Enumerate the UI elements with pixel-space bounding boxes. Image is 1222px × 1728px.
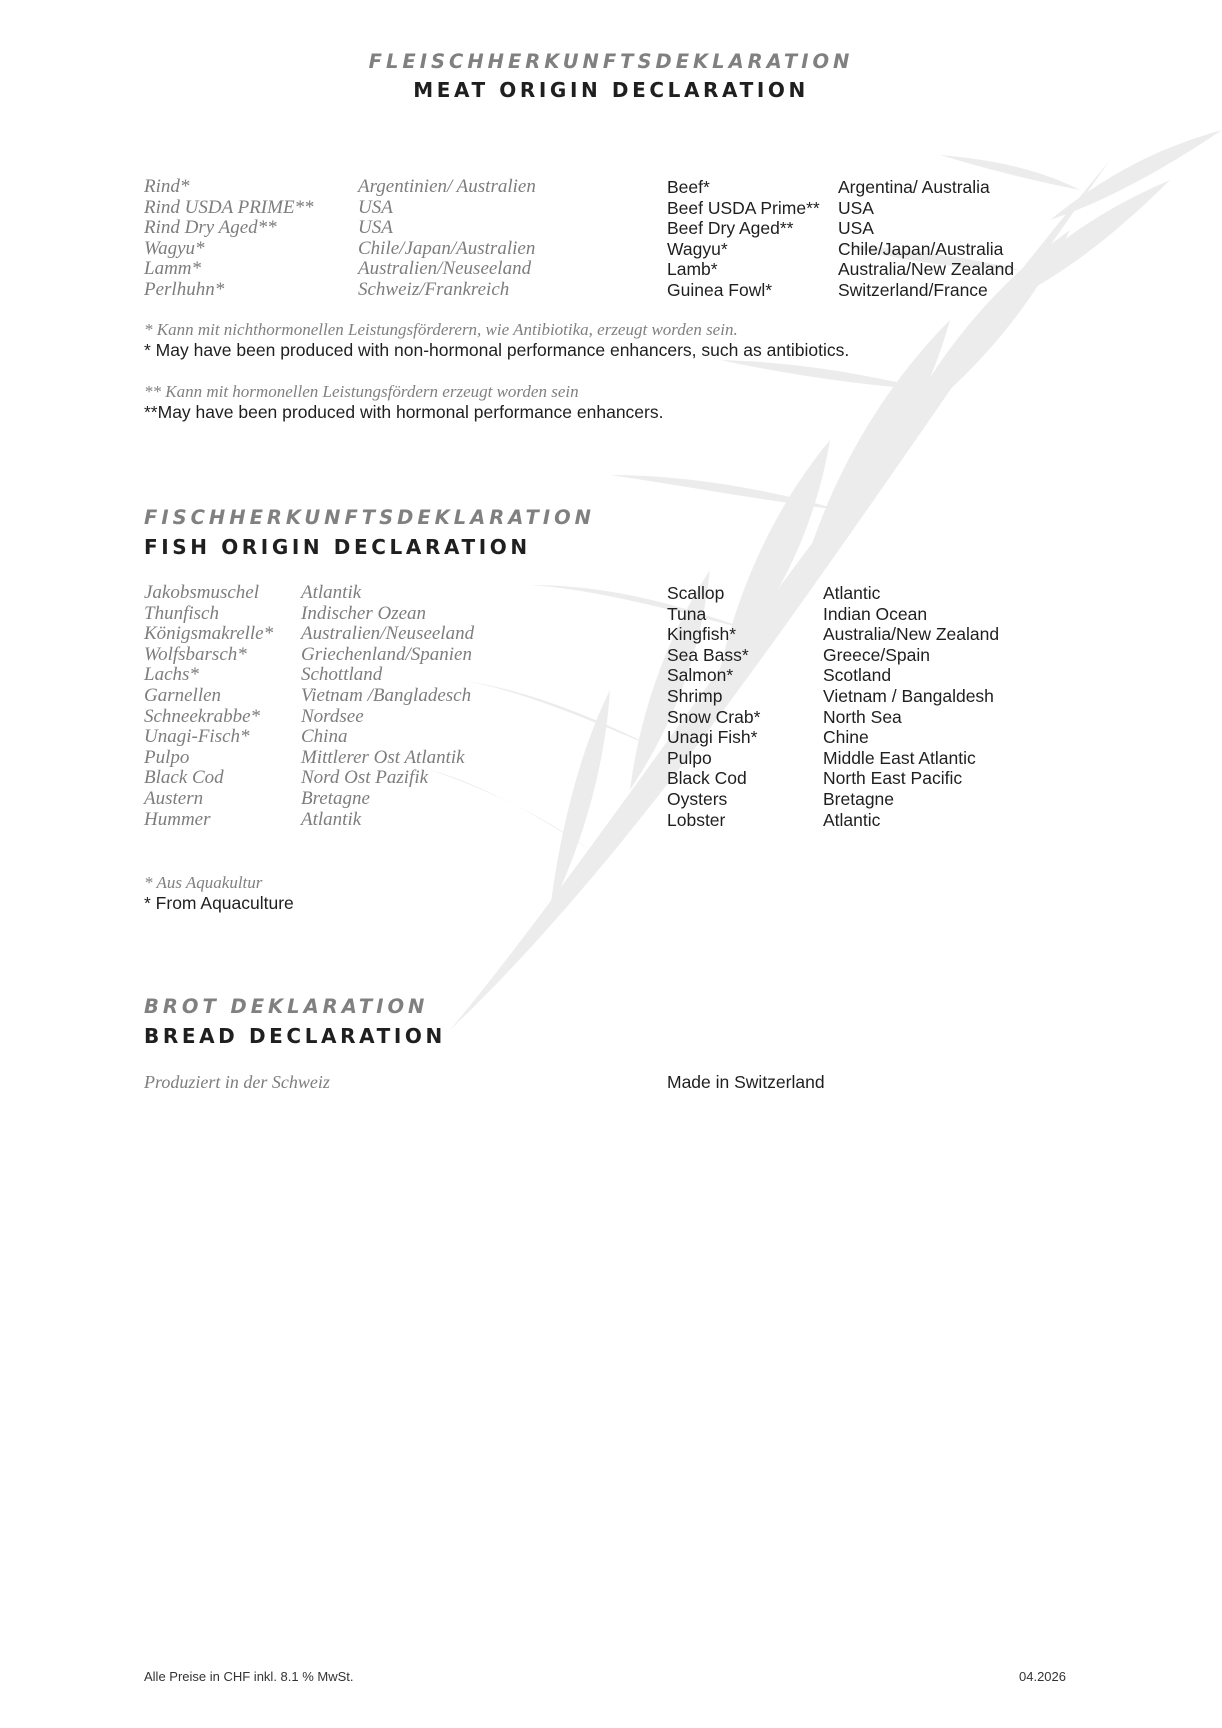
- fish-item-en: Pulpo: [667, 747, 712, 768]
- fish-origin-en: Indian Ocean: [823, 603, 928, 624]
- fish-item-en: Sea Bass*: [667, 644, 749, 665]
- fish-item-de: Austern: [144, 788, 204, 809]
- meat-item-de: Wagyu*: [144, 237, 205, 259]
- fish-item-de: Schneekrabbe*: [144, 705, 261, 727]
- bread-text-en: Made in Switzerland: [667, 1072, 825, 1092]
- meat-item-en: Beef USDA Prime**: [667, 197, 820, 218]
- meat-item-en: Wagyu*: [667, 238, 728, 259]
- fish-origin-de: Griechenland/Spanien: [301, 643, 472, 665]
- fish-item-en: Scallop: [667, 583, 725, 603]
- meat-heading-de: FLEISCHHERKUNFTSDEKLARATION: [368, 50, 854, 73]
- fish-item-de: Black Cod: [144, 767, 224, 789]
- meat-note1-en: * May have been produced with non-hormonal performance enhancers, such as antibiotics.: [144, 340, 850, 360]
- fish-origin-de: China: [301, 726, 348, 748]
- meat-heading-en: MEAT ORIGIN DECLARATION: [413, 78, 809, 102]
- meat-item-de: Rind USDA PRIME**: [144, 196, 314, 218]
- fish-item-de: Garnellen: [144, 685, 222, 706]
- fish-item-en: Snow Crab*: [667, 706, 761, 727]
- meat-note1-de: * Kann mit nichthormonellen Leistungsförderern, wie Antibiotika, erzeugt worden sein.: [144, 320, 738, 339]
- fish-item-en: Lobster: [667, 809, 726, 830]
- fish-origin-en: North East Pacific: [823, 768, 963, 789]
- meat-origin-en: USA: [838, 218, 874, 239]
- fish-origin-de: Schottland: [301, 664, 383, 686]
- fish-item-de: Königsmakrelle*: [144, 623, 274, 645]
- meat-origin-de: Australien/Neuseeland: [358, 258, 532, 280]
- fish-item-en: Oysters: [667, 789, 728, 809]
- meat-origin-de: USA: [358, 217, 393, 239]
- fish-origin-en: Middle East Atlantic: [823, 747, 976, 768]
- fish-item-de: Unagi-Fisch*: [144, 726, 250, 748]
- meat-item-de: Lamm*: [144, 258, 202, 280]
- fish-origin-en: Chine: [823, 727, 869, 748]
- fish-origin-de: Indischer Ozean: [301, 602, 427, 624]
- fish-origin-en: Australia/New Zealand: [823, 624, 1000, 645]
- fish-item-de: Jakobsmuschel: [144, 582, 260, 603]
- fish-item-en: Tuna: [667, 603, 707, 624]
- fish-item-en: Black Cod: [667, 768, 747, 789]
- fish-origin-de: Atlantik: [301, 582, 362, 603]
- fish-item-en: Salmon*: [667, 665, 734, 686]
- meat-item-en: Beef Dry Aged**: [667, 218, 794, 239]
- fish-origin-de: Australien/Neuseeland: [301, 623, 475, 645]
- fish-origin-en: North Sea: [823, 706, 902, 727]
- fish-origin-de: Atlantik: [301, 808, 362, 830]
- meat-item-en: Lamb*: [667, 259, 718, 280]
- meat-item-de: Perlhuhn*: [144, 279, 225, 300]
- meat-item-de: Rind Dry Aged**: [144, 217, 277, 239]
- fish-item-en: Unagi Fish*: [667, 727, 758, 748]
- meat-origin-de: USA: [358, 196, 393, 218]
- meat-note2-en: **May have been produced with hormonal performance enhancers.: [144, 402, 664, 422]
- fish-origin-en: Atlantic: [823, 809, 881, 830]
- fish-note-de: * Aus Aquakultur: [144, 873, 263, 892]
- fish-item-de: Thunfisch: [144, 602, 219, 624]
- fish-origin-en: Bretagne: [823, 789, 895, 809]
- fish-note-en: * From Aquaculture: [144, 893, 294, 913]
- meat-origin-en: Chile/Japan/Australia: [838, 238, 1004, 259]
- fish-item-de: Hummer: [144, 808, 211, 830]
- meat-note2-de: ** Kann mit hormonellen Leistungsfördern erzeugt worden sein: [144, 382, 579, 401]
- fish-origin-de: Nordsee: [301, 705, 364, 727]
- meat-item-en: Beef*: [667, 177, 710, 197]
- fish-origin-de: Mittlerer Ost Atlantik: [301, 746, 465, 768]
- fish-origin-en: Greece/Spain: [823, 644, 931, 665]
- fish-item-en: Shrimp: [667, 686, 723, 706]
- fish-heading-en: FISH ORIGIN DECLARATION: [144, 535, 531, 559]
- meat-origin-de: Schweiz/Frankreich: [358, 279, 510, 300]
- meat-origin-de: Argentinien/ Australien: [358, 176, 536, 197]
- meat-item-en: Guinea Fowl*: [667, 280, 773, 300]
- fish-heading-de: FISCHHERKUNFTSDEKLARATION: [144, 506, 595, 529]
- fish-origin-en: Atlantic: [823, 583, 881, 603]
- fish-origin-de: Bretagne: [301, 788, 370, 809]
- fish-item-de: Lachs*: [144, 664, 199, 686]
- fish-origin-de: Vietnam /Bangladesch: [301, 685, 472, 706]
- footer-prices: Alle Preise in CHF inkl. 8.1 % MwSt.: [144, 1669, 354, 1684]
- fish-item-en: Kingfish*: [667, 624, 737, 645]
- fish-origin-de: Nord Ost Pazifik: [301, 767, 429, 789]
- meat-origin-de: Chile/Japan/Australien: [358, 237, 536, 259]
- meat-origin-en: Argentina/ Australia: [838, 177, 990, 197]
- bread-heading-en: BREAD DECLARATION: [144, 1024, 446, 1048]
- fish-item-de: Pulpo: [144, 746, 190, 768]
- meat-item-de: Rind*: [144, 176, 190, 197]
- fish-origin-en: Vietnam / Bangaldesh: [823, 686, 994, 706]
- bread-heading-de: BROT DEKLARATION: [144, 995, 429, 1018]
- meat-origin-en: Switzerland/France: [838, 280, 988, 300]
- meat-origin-en: Australia/New Zealand: [838, 259, 1015, 280]
- footer-date: 04.2026: [1019, 1669, 1066, 1684]
- fish-origin-en: Scotland: [823, 665, 892, 686]
- bread-text-de: Produziert in der Schweiz: [144, 1072, 330, 1092]
- fish-item-de: Wolfsbarsch*: [144, 643, 247, 665]
- meat-origin-en: USA: [838, 197, 874, 218]
